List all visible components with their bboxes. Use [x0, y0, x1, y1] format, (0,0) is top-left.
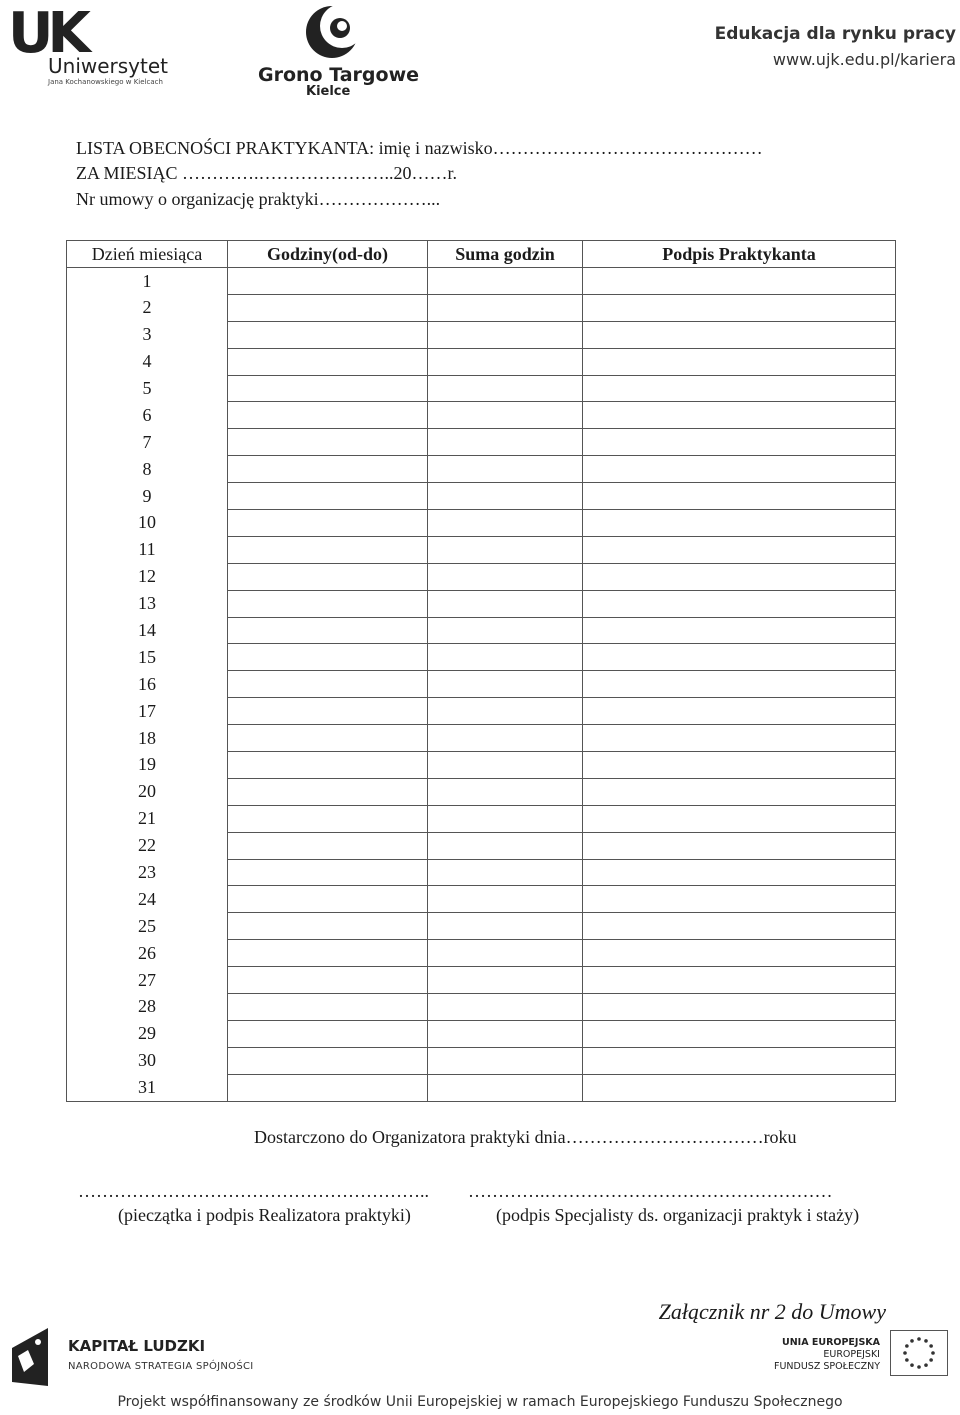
signature-line-left: …………………………………………………..: [78, 1181, 429, 1201]
hours-cell[interactable]: [228, 967, 428, 994]
signature-cell[interactable]: [583, 348, 896, 375]
hours-cell[interactable]: [228, 644, 428, 671]
signature-cell[interactable]: [583, 402, 896, 429]
signature-cell[interactable]: [583, 268, 896, 295]
sum-cell[interactable]: [428, 698, 583, 725]
eu-line-3: FUNDUSZ SPOŁECZNY: [774, 1361, 880, 1372]
signature-cell[interactable]: [583, 510, 896, 537]
day-cell: 2: [67, 294, 228, 321]
eu-star: [903, 1351, 907, 1355]
sum-cell[interactable]: [428, 940, 583, 967]
day-cell: 29: [67, 1020, 228, 1047]
kapital-ludzki-name: KAPITAŁ LUDZKI: [68, 1337, 206, 1355]
hours-cell[interactable]: [228, 725, 428, 752]
signature-cell[interactable]: [583, 698, 896, 725]
header-signature: Podpis Praktykanta: [583, 241, 896, 268]
sum-cell[interactable]: [428, 375, 583, 402]
table-row: [67, 321, 896, 348]
eu-star: [917, 1337, 921, 1341]
sum-cell[interactable]: [428, 1047, 583, 1074]
table-row: [67, 294, 896, 321]
hours-cell[interactable]: [228, 321, 428, 348]
kapital-ludzki-icon: [8, 1320, 52, 1390]
hours-cell[interactable]: [228, 429, 428, 456]
day-cell: 5: [67, 375, 228, 402]
project-footer: Projekt współfinansowany ze środków Unii Europejskiej w ramach Europejskiego Funduszu Społecznego: [117, 1394, 843, 1410]
header-hours: Godziny(od-do): [228, 241, 428, 268]
kapital-ludzki-subtitle: NARODOWA STRATEGIA SPÓJNOŚCI: [68, 1361, 254, 1372]
hours-cell[interactable]: [228, 483, 428, 510]
table-row: [67, 402, 896, 429]
eu-flag-icon: [890, 1330, 948, 1376]
eu-star: [931, 1351, 935, 1355]
table-row: [67, 375, 896, 402]
day-cell: 14: [67, 617, 228, 644]
signature-caption-right: (podpis Specjalisty ds. organizacji praktyk i staży): [496, 1205, 860, 1225]
header-day: Dzień miesiąca: [67, 241, 228, 268]
edu-title: Edukacja dla rynku pracy: [714, 24, 956, 44]
sum-cell[interactable]: [428, 1074, 583, 1101]
table-header-row: [67, 241, 896, 268]
signature-cell[interactable]: [583, 483, 896, 510]
attendance-list-title: LISTA OBECNOŚCI PRAKTYKANTA: imię i nazwisko………………………………………: [76, 138, 763, 158]
day-cell: 3: [67, 321, 228, 348]
hours-cell[interactable]: [228, 268, 428, 295]
signature-cell[interactable]: [583, 832, 896, 859]
sum-cell[interactable]: [428, 644, 583, 671]
day-cell: 23: [67, 859, 228, 886]
attachment-note: Załącznik nr 2 do Umowy: [658, 1299, 886, 1324]
signature-cell[interactable]: [583, 671, 896, 698]
grono-logo-city: Kielce: [306, 84, 351, 99]
delivered-date-line: Dostarczono do Organizatora praktyki dnia……………………………roku: [254, 1127, 797, 1147]
hours-cell[interactable]: [228, 778, 428, 805]
signature-cell[interactable]: [583, 536, 896, 563]
hours-cell[interactable]: [228, 375, 428, 402]
table-row: [67, 644, 896, 671]
signature-cell[interactable]: [583, 805, 896, 832]
day-cell: 21: [67, 805, 228, 832]
eu-star: [905, 1358, 909, 1362]
sum-cell[interactable]: [428, 563, 583, 590]
hours-cell[interactable]: [228, 886, 428, 913]
day-cell: 16: [67, 671, 228, 698]
hours-cell[interactable]: [228, 1074, 428, 1101]
sum-cell[interactable]: [428, 348, 583, 375]
table-row: [67, 698, 896, 725]
sum-cell[interactable]: [428, 832, 583, 859]
day-cell: 25: [67, 913, 228, 940]
table-row: [67, 805, 896, 832]
day-cell: 17: [67, 698, 228, 725]
table-row: [67, 617, 896, 644]
ujk-logo-name: Uniwersytet: [48, 54, 168, 78]
sum-cell[interactable]: [428, 994, 583, 1021]
hours-cell[interactable]: [228, 617, 428, 644]
day-cell: 13: [67, 590, 228, 617]
day-cell: 30: [67, 1047, 228, 1074]
table-row: [67, 483, 896, 510]
hours-cell[interactable]: [228, 913, 428, 940]
day-cell: 11: [67, 536, 228, 563]
table-row: [67, 429, 896, 456]
day-cell: 26: [67, 940, 228, 967]
day-cell: 24: [67, 886, 228, 913]
sum-cell[interactable]: [428, 590, 583, 617]
table-row: [67, 456, 896, 483]
table-row: [67, 510, 896, 537]
table-row: [67, 1047, 896, 1074]
table-row: [67, 348, 896, 375]
sum-cell[interactable]: [428, 483, 583, 510]
day-cell: 9: [67, 483, 228, 510]
hours-cell[interactable]: [228, 752, 428, 779]
signature-cell[interactable]: [583, 1047, 896, 1074]
eu-line-1: UNIA EUROPEJSKA: [782, 1337, 880, 1348]
hours-cell[interactable]: [228, 402, 428, 429]
sum-cell[interactable]: [428, 671, 583, 698]
table-row: [67, 913, 896, 940]
hours-cell[interactable]: [228, 510, 428, 537]
header-sum: Suma godzin: [428, 241, 583, 268]
eu-star: [929, 1344, 933, 1348]
hours-cell[interactable]: [228, 456, 428, 483]
ujk-logo: [8, 1, 168, 90]
sum-cell[interactable]: [428, 294, 583, 321]
signature-cell[interactable]: [583, 725, 896, 752]
hours-cell[interactable]: [228, 294, 428, 321]
signature-cell[interactable]: [583, 456, 896, 483]
hours-cell[interactable]: [228, 832, 428, 859]
table-row: [67, 671, 896, 698]
hours-cell[interactable]: [228, 805, 428, 832]
day-cell: 10: [67, 510, 228, 537]
hours-cell[interactable]: [228, 536, 428, 563]
sum-cell[interactable]: [428, 456, 583, 483]
ujk-logo-subtitle: Jana Kochanowskiego w Kielcach: [48, 78, 163, 86]
eu-star: [917, 1365, 921, 1369]
signature-cell[interactable]: [583, 752, 896, 779]
signature-cell[interactable]: [583, 859, 896, 886]
sum-cell[interactable]: [428, 510, 583, 537]
signature-cell[interactable]: [583, 375, 896, 402]
table-row: [67, 778, 896, 805]
signature-caption-left: (pieczątka i podpis Realizatora praktyki): [118, 1205, 411, 1225]
sum-cell[interactable]: [428, 859, 583, 886]
signature-cell[interactable]: [583, 1020, 896, 1047]
signature-cell[interactable]: [583, 617, 896, 644]
signature-cell[interactable]: [583, 321, 896, 348]
eu-star: [905, 1344, 909, 1348]
table-row: [67, 940, 896, 967]
table-row: [67, 1074, 896, 1101]
crescent-moon-icon: [302, 2, 364, 62]
day-cell: 19: [67, 752, 228, 779]
day-cell: 12: [67, 563, 228, 590]
signature-line-right: ………….…………………………………………: [468, 1181, 833, 1201]
sum-cell[interactable]: [428, 752, 583, 779]
sum-cell[interactable]: [428, 967, 583, 994]
table-row: [67, 832, 896, 859]
sum-cell[interactable]: [428, 617, 583, 644]
eu-star: [924, 1339, 928, 1343]
signature-cell[interactable]: [583, 429, 896, 456]
sum-cell[interactable]: [428, 321, 583, 348]
hours-cell[interactable]: [228, 1020, 428, 1047]
day-cell: 15: [67, 644, 228, 671]
eu-star: [910, 1363, 914, 1367]
signature-cell[interactable]: [583, 886, 896, 913]
hours-cell[interactable]: [228, 940, 428, 967]
sum-cell[interactable]: [428, 402, 583, 429]
hours-cell[interactable]: [228, 994, 428, 1021]
sum-cell[interactable]: [428, 913, 583, 940]
edu-url: www.ujk.edu.pl/kariera: [772, 50, 956, 69]
signature-cell[interactable]: [583, 563, 896, 590]
table-row: [67, 994, 896, 1021]
hours-cell[interactable]: [228, 698, 428, 725]
day-cell: 20: [67, 778, 228, 805]
day-cell: 18: [67, 725, 228, 752]
table-row: [67, 967, 896, 994]
day-cell: 28: [67, 994, 228, 1021]
table-row: [67, 590, 896, 617]
sum-cell[interactable]: [428, 268, 583, 295]
table-row: [67, 1020, 896, 1047]
eu-star: [924, 1363, 928, 1367]
attendance-table: [66, 240, 896, 1102]
hours-cell[interactable]: [228, 671, 428, 698]
sum-cell[interactable]: [428, 778, 583, 805]
table-row: [67, 752, 896, 779]
eu-line-2: EUROPEJSKI: [823, 1349, 880, 1360]
eu-star: [929, 1358, 933, 1362]
grono-logo-name: Grono Targowe: [258, 64, 420, 86]
grono-targowe-logo: [250, 2, 420, 98]
hours-cell[interactable]: [228, 348, 428, 375]
table-row: [67, 886, 896, 913]
table-row: [67, 725, 896, 752]
hours-cell[interactable]: [228, 590, 428, 617]
day-cell: 6: [67, 402, 228, 429]
eu-star: [910, 1339, 914, 1343]
signature-cell[interactable]: [583, 294, 896, 321]
signature-cell[interactable]: [583, 644, 896, 671]
table-row: [67, 563, 896, 590]
sum-cell[interactable]: [428, 805, 583, 832]
table-row: [67, 536, 896, 563]
hours-cell[interactable]: [228, 1047, 428, 1074]
hours-cell[interactable]: [228, 563, 428, 590]
signature-cell[interactable]: [583, 994, 896, 1021]
day-cell: 8: [67, 456, 228, 483]
day-cell: 1: [67, 268, 228, 295]
hours-cell[interactable]: [228, 859, 428, 886]
day-cell: 4: [67, 348, 228, 375]
sum-cell[interactable]: [428, 886, 583, 913]
signature-cell[interactable]: [583, 967, 896, 994]
month-line: ZA MIESIĄC ………….…………………..20……r.: [76, 163, 458, 183]
signature-cell[interactable]: [583, 913, 896, 940]
signature-cell[interactable]: [583, 778, 896, 805]
sum-cell[interactable]: [428, 725, 583, 752]
sum-cell[interactable]: [428, 429, 583, 456]
day-cell: 27: [67, 967, 228, 994]
contract-number-line: Nr umowy o organizację praktyki………………...: [76, 189, 441, 209]
day-cell: 7: [67, 429, 228, 456]
day-cell: 22: [67, 832, 228, 859]
table-row: [67, 859, 896, 886]
eu-fund-label: [774, 1337, 880, 1373]
sum-cell[interactable]: [428, 536, 583, 563]
ujk-logo-mark: UK: [8, 1, 85, 66]
signature-cell[interactable]: [583, 940, 896, 967]
table-row: [67, 268, 896, 295]
signature-cell[interactable]: [583, 1074, 896, 1101]
signature-cell[interactable]: [583, 590, 896, 617]
sum-cell[interactable]: [428, 1020, 583, 1047]
day-cell: 31: [67, 1074, 228, 1101]
